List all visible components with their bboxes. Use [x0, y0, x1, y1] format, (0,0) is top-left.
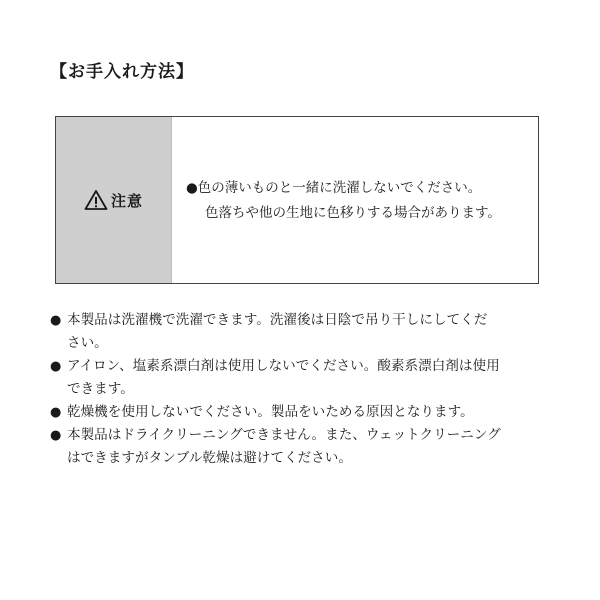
list-item-text: アイロン、塩素系漂白剤は使用しないでください。酸素系漂白剤は使用 [67, 358, 500, 374]
care-instructions-list [50, 309, 550, 470]
bullet-icon: ● [50, 359, 62, 374]
caution-label-cell [56, 117, 172, 283]
caution-label: 注意 [110, 191, 143, 210]
list-item-text: はできますがタンブル乾燥は避けてください。 [67, 450, 352, 466]
bullet-icon: ● [50, 428, 62, 443]
section-title: 【お手入れ方法】 [50, 62, 194, 82]
caution-line-2: 色落ちや他の生地に色移りする場合があります。 [205, 205, 501, 221]
list-item-text: できます。 [67, 381, 134, 397]
bullet-icon: ● [50, 405, 62, 420]
caution-line-1: ●色の薄いものと一緒に洗濯しないでください。 [186, 180, 482, 196]
list-item [50, 355, 550, 401]
list-item [50, 401, 550, 424]
list-item-text: 本製品はドライクリーニングできません。また、ウェットクリーニング [67, 427, 501, 443]
warning-triangle-icon [84, 189, 108, 211]
caution-text [172, 117, 538, 283]
list-item-text: 本製品は洗濯機で洗濯できます。洗濯後は日陰で吊り干しにしてくだ [67, 312, 488, 328]
list-item [50, 309, 550, 355]
list-item [50, 424, 550, 470]
bullet-icon: ● [50, 313, 62, 328]
caution-box [55, 116, 539, 284]
list-item-text: 乾燥機を使用しないでください。製品をいためる原因となります。 [67, 404, 474, 420]
caution-bullet: ● [186, 180, 198, 196]
list-item-text: さい。 [67, 335, 108, 351]
